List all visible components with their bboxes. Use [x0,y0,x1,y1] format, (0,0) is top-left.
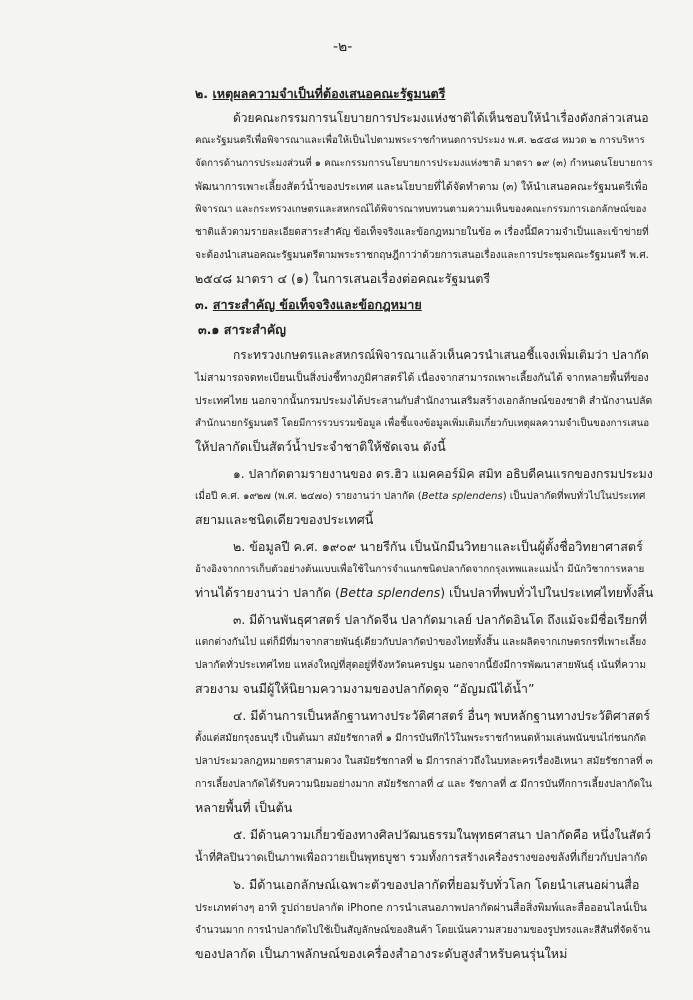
item2-line: ท่านได้รายงานว่า ปลากัด (Betta splendens) เป็นปลาที่พบทั่วไปในประเทศไทยทั้งสิ้น [195,585,654,600]
item3-line: ๓. มีด้านพันธุศาสตร์ ปลากัดจีน ปลากัดมาเลย์ ปลากัดอินโด ถึงแม้จะมีชื่อเรียกที่ [233,613,648,627]
item4-line: ๔. มีด้านการเป็นหลักฐานทางประวัติศาสตร์ อื่นๆ พบหลักฐานทางประวัติศาสตร์ [233,708,650,723]
section3-heading: ๓. สาระสำคัญ ข้อเท็จจริงและข้อกฎหมาย [195,297,422,312]
section3-intro-line: ประเทศไทย นอกจากนั้นกรมประมงได้ประสานกับสำนักงานเสริมสร้างเอกลักษณ์ของชาติ สำนักงานปลัด [195,395,653,407]
item2-line: อ้างอิงจากการเก็บตัวอย่างต้นแบบเพื่อใช้ในการจำแนกชนิดปลากัดจากกรุงเทพและแม่น้ำ มีนักวิชาการหลาย [195,564,645,575]
item3-line: แตกต่างกันไป แต่ก็มีที่มาจากสายพันธุ์เดียวกับปลากัดป่าของไทยทั้งสิ้น และผลิตจากเกษตรกรที่เพาะเลี้ยง [195,637,647,648]
item4-line: หลายพื้นที่ เป็นต้น [195,800,293,815]
section2-line: จะต้องนำเสนอคณะรัฐมนตรีตามพระราชกฤษฎีกาว่าด้วยการเสนอเรื่องและการประชุมคณะรัฐมนตรี พ.ศ. [195,250,649,261]
item6-line: ของปลากัด เป็นภาพลักษณ์ของเครื่องสำอางระดับสูงสำหรับคนรุ่นใหม่ [195,946,568,961]
section2-line: พัฒนาการเพาะเลี้ยงสัตว์น้ำของประเทศ และนโยบายที่ได้จัดทำตาม (๓) ให้นำเสนอคณะรัฐมนตรีเพื่อ [195,181,648,193]
item3-line: ปลากัดทั่วประเทศไทย แหล่งใหญ่ที่สุดอยู่ที่จังหวัดนครปฐม นอกจากนี้ยังมีการพัฒนาสายพันธุ์ เน้นที่ความ [195,660,647,671]
section3-intro-line: กระทรวงเกษตรและสหกรณ์พิจารณาแล้วเห็นควรนำเสนอชี้แจงเพิ่มเติมว่า ปลากัด [233,348,649,362]
section2-heading: ๒. เหตุผลความจำเป็นที่ต้องเสนอคณะรัฐมนตรี [195,86,446,101]
item1-line: เมื่อปี ค.ศ. ๑๙๒๗ (พ.ศ. ๒๔๗๐) รายงานว่า ปลากัด (Betta splendens) เป็นปลากัดที่พบทั่วไปในประเทศ [195,491,646,502]
section3-intro-line: ไม่สามารถจดทะเบียนเป็นสิ่งบ่งชี้ทางภูมิศาสตร์ได้ เนื่องจากสามารถเพาะเลี้ยงกันได้ จากหลายพื้นที่ของ [195,372,649,384]
item4-line: การเลี้ยงปลากัดได้รับความนิยมอย่างมาก สมัยรัชกาลที่ ๔ และ รัชกาลที่ ๕ มีการบันทึกการเลี้ยงปลากัดใน [195,779,652,790]
section2-line: พิจารณา และกระทรวงเกษตรและสหกรณ์ได้พิจารณาทบทวนตามความเห็นของคณะกรรมการเอกลักษณ์ของ [195,204,647,215]
page-number: -๒- [333,39,353,55]
section2-line: ๒๕๔๘ มาตรา ๔ (๑) ในการเสนอเรื่องต่อคณะรัฐมนตรี [195,271,491,286]
item6-line: ประเภทต่างๆ อาทิ รูปถ่ายปลากัด iPhone การนำเสนอภาพปลากัดผ่านสื่อสิ่งพิมพ์และสื่อออนไลน์เป็น [195,902,647,914]
item1-line: ๑. ปลากัดตามรายงานของ ดร.ฮิว แมคคอร์มิค สมิท อธิบดีคนแรกของกรมประมง [233,467,653,481]
item5-line: น้ำที่ศิลปินวาดเป็นภาพเพื่อถวายเป็นพุทธบูชา รวมทั้งการสร้างเครื่องรางของขลังที่เกี่ยวกับปลากัด [195,851,648,864]
item2-line: ๒. ข้อมูลปี ค.ศ. ๑๙๐๙ นายรีกัน เป็นนักมีนวิทยาและเป็นผู้ตั้งชื่อวิทยาศาสตร์ [233,539,643,554]
section3-subheading: ๓.๑ สาระสำคัญ [198,322,286,337]
section2-line: จัดการด้านการประมงส่วนที่ ๑ คณะกรรมการนโยบายการประมงแห่งชาติ มาตรา ๑๙ (๓) กำหนดนโยบายการ [195,158,653,169]
item6-line: ๖. มีด้านเอกลักษณ์เฉพาะตัวของปลากัดที่ยอมรับทั่วโลก โดยนำเสนอผ่านสื่อ [233,877,640,892]
item1-line: สยามและชนิดเดียวของประเทศนี้ [195,512,374,527]
section2-line: ด้วยคณะกรรมการนโยบายการประมงแห่งชาติได้เห็นชอบให้นำเรื่องดังกล่าวเสนอ [233,111,649,125]
item3-line: สวยงาม จนมีผู้ให้นิยามความงามของปลากัดดุจ “อัญมณีได้น้ำ” [195,681,535,696]
section3-intro-line: สำนักนายกรัฐมนตรี โดยมีการรวบรวมข้อมูล เพื่อชี้แจงข้อมูลเพิ่มเติมเกี่ยวกับเหตุผลความจำเป็นของการเสนอ [195,418,650,429]
item4-line: ปลาประมวลกฎหมายตราสามดวง ในสมัยรัชกาลที่ ๒ มีการกล่าวถึงในบทละครเรื่องอิเหนา สมัยรัชกาลที่ ๓ [195,756,653,767]
item5-line: ๕. มีด้านความเกี่ยวข้องทางศิลปวัฒนธรรมในพุทธศาสนา ปลากัดคือ หนึ่งในสัตว์ [233,828,651,842]
section2-line: คณะรัฐมนตรีเพื่อพิจารณาและเพื่อให้เป็นไปตามพระราชกำหนดการประมง พ.ศ. ๒๕๕๘ หมวด ๒ การบริหาร [195,135,645,146]
item6-line: จำนวนมาก การนำปลากัดไปใช้เป็นสัญลักษณ์ของสินค้า โดยเน้นความสวยงามของรูปทรงและสีสันที่จัดจ้าน [195,925,651,936]
item4-line: ตั้งแต่สมัยกรุงธนบุรี เป็นต้นมา สมัยรัชกาลที่ ๑ มีการบันทึกไว้ในพระราชกำหนดห้ามเล่นพนันขนไก่ชนกกัด [195,733,647,744]
section2-line: ชาติแล้วตามรายละเอียดสาระสำคัญ ข้อเท็จจริงและข้อกฎหมายในข้อ ๓ เรื่องนี้มีความจำเป็นและเข้าข่ายที่ [195,227,649,238]
section3-intro-line: ให้ปลากัดเป็นสัตว์น้ำประจำชาติให้ชัดเจน ดังนี้ [195,439,446,454]
